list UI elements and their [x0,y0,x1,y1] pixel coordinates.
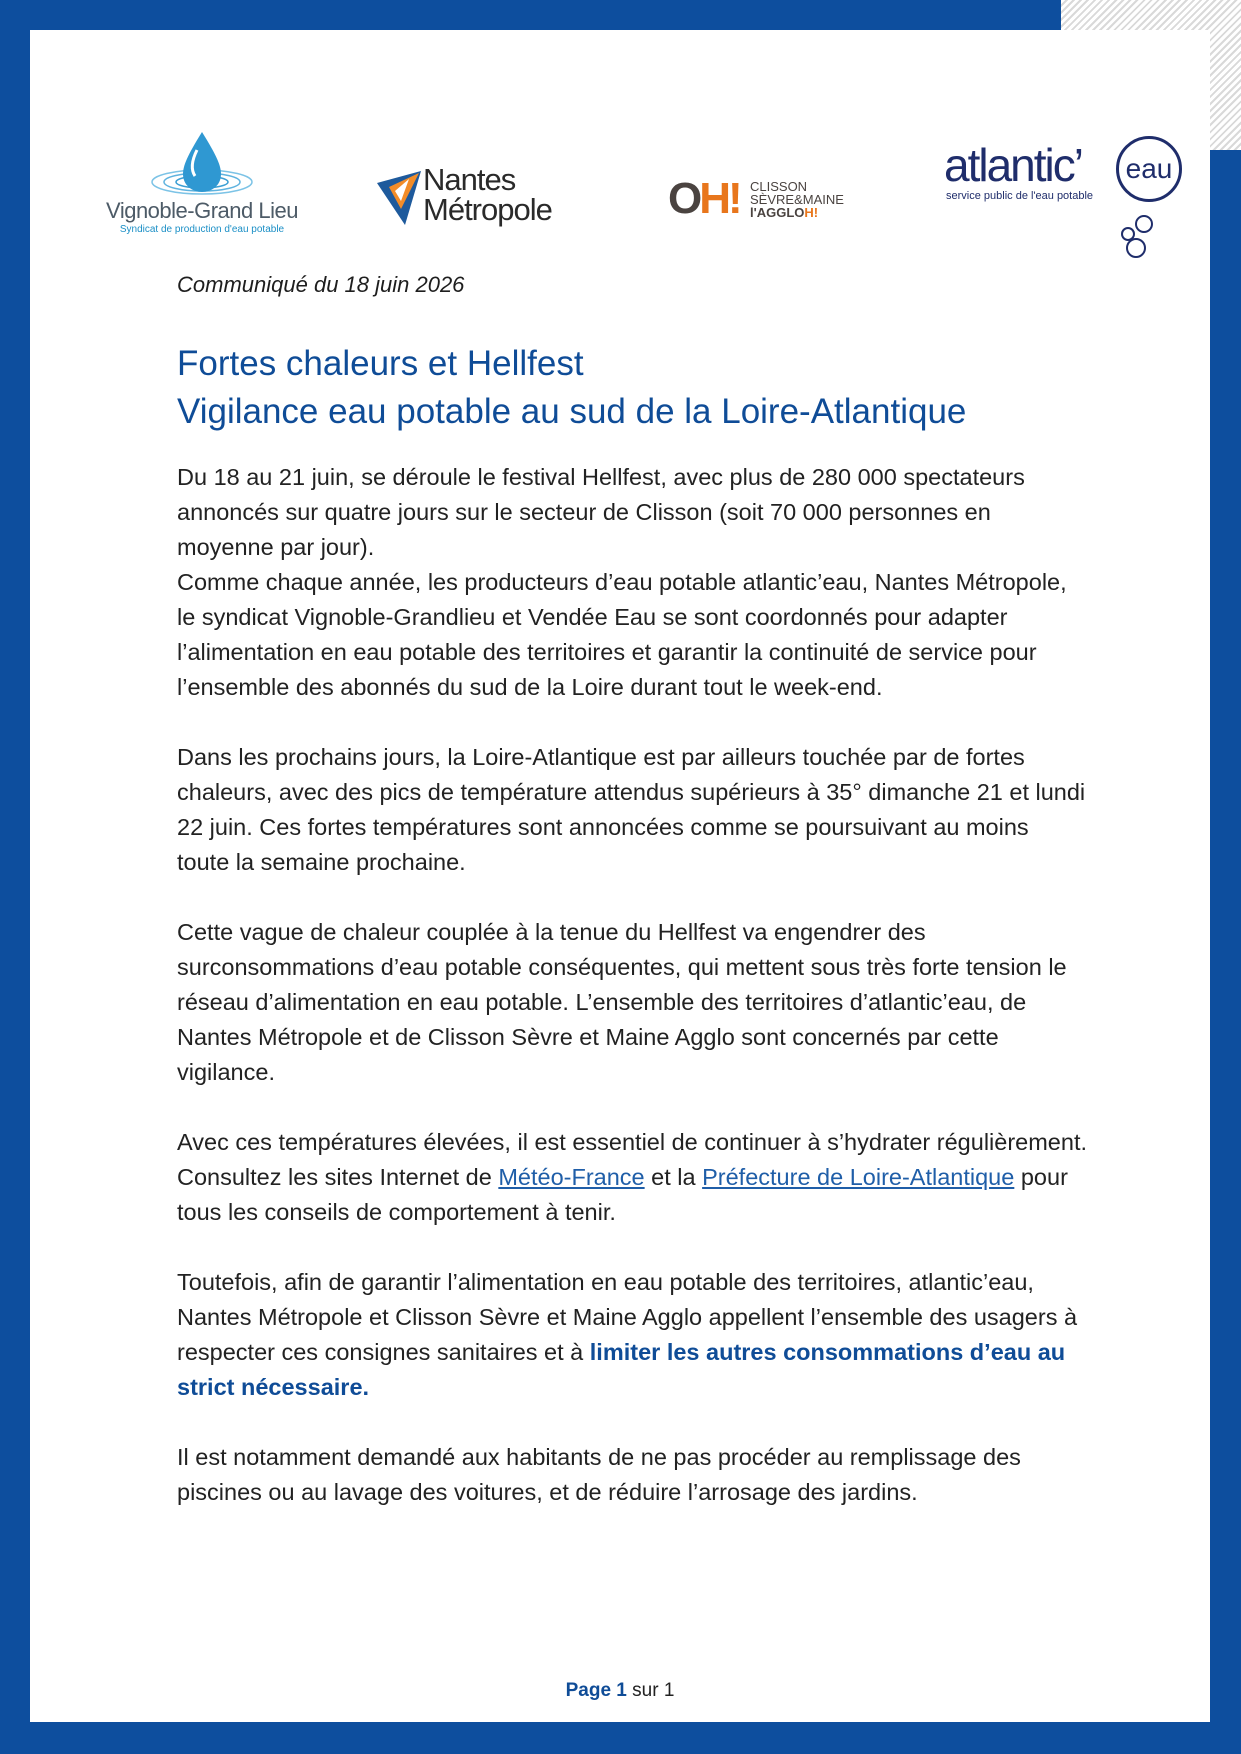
clisson-logo-mark [668,174,740,223]
document-page [30,30,1210,1722]
paragraph-hydration [177,1125,1087,1230]
partner-logos [30,100,1210,270]
vignoble-logo-subtitle: Syndicat de production d'eau potable [119,224,285,235]
page-total: sur 1 [632,1680,675,1701]
release-title [177,340,1087,436]
hydration-text-b: et la [644,1164,703,1190]
paragraph-heatwave: Dans les prochains jours, la Loire-Atlantique est par ailleurs touchée par de fortes chaleurs, avec des pics de température attendus supérieurs à 35° dimanche 21 et lundi 22 juin. Ces fortes températures sont annoncées comme se poursuivant au moins toute la semaine prochaine. [177,744,1086,875]
paragraph-restrictions [177,1265,1087,1405]
restrictions-emphasis: limiter les autres consommations d’eau au strict nécessaire. [177,1339,1066,1400]
paragraph-hellfest-intro: Du 18 au 21 juin, se déroule le festival Hellfest, avec plus de 280 000 spectateurs annoncés sur quatre jours sur le secteur de Clisson (soit 70 000 personnes en moyenne par jour). [177,464,1025,560]
nantes-logo-line2: Métropole [423,192,552,227]
atlantic-eau-logo [938,130,1178,260]
nantes-metropole-logo [375,162,585,245]
release-date: Communiqué du 18 juin 2026 [177,272,465,297]
hydration-text-a: Avec ces températures élevées, il est essentiel de continuer à s’hydrater régulièrement. Consultez les sites Internet de [177,1129,1088,1190]
atlantic-logo-eau: eau [1116,136,1182,202]
page-number: Page 1 [565,1680,627,1701]
nantes-logo-line1: Nantes [423,162,516,197]
clisson-logo-line2: SÈVRE&MAINE [750,192,844,207]
vignoble-logo-name: Vignoble-Grand Lieu [106,198,298,223]
atlantic-logo-word: atlantic’ [944,139,1082,191]
paragraph-hellfest-coordination: Comme chaque année, les producteurs d’eau potable atlantic’eau, Nantes Métropole, le syndicat Vignoble-Grandlieu et Vendée Eau se sont coordonnés pour adapter l’alimentation en eau potable des territoires et garantir la continuité de service pour l’ensemble des abonnés du sud de la Loire durant tout le week-end. [177,569,1067,700]
nantes-star-icon [375,169,423,229]
clisson-logo-line1: CLISSON [750,179,808,194]
meteo-france-link[interactable]: Météo-France [498,1164,645,1190]
clisson-mark-o: O [668,174,700,223]
prefecture-link[interactable]: Préfecture de Loire-Atlantique [702,1164,1015,1190]
clisson-logo-agglo-hi: H! [804,205,819,220]
bubbles-icon [1114,210,1174,260]
paragraph-requests: Il est notamment demandé aux habitants de ne pas procéder au remplissage des piscines ou au lavage des voitures, et de réduire l’arrosage des jardins. [177,1444,1021,1505]
clisson-logo-agglo: l'AGGLO [750,205,805,220]
title-line-1: Fortes chaleurs et Hellfest [177,344,584,383]
atlantic-logo-subtitle: service public de l'eau potable [946,190,1094,202]
press-release-content [177,272,1087,1545]
vignoble-grand-lieu-logo [102,130,302,240]
paragraph-overconsumption: Cette vague de chaleur couplée à la tenue du Hellfest va engendrer des surconsommations d’eau potable conséquentes, qui mettent sous très forte tension le réseau d’alimentation en eau potable. L’ensemble des territoires d’atlantic’eau, de Nantes Métropole et de Clisson Sèvre et Maine Agglo sont concernés par cette vigilance. [177,919,1067,1085]
hydration-text-c: pour tous les conseils de comportement à tenir. [177,1164,1068,1225]
clisson-agglo-logo [668,174,868,227]
restrictions-text: Toutefois, afin de garantir l’alimentation en eau potable des territoires, atlantic’eau, Nantes Métropole et Clisson Sèvre et Maine Agglo appellent l’ensemble des usagers à respecter ces consignes sanitaires et à [177,1269,1078,1365]
clisson-mark-h: H! [699,174,740,223]
paragraph-hellfest [177,460,1087,705]
water-drop-icon [147,130,257,200]
title-line-2: Vigilance eau potable au sud de la Loire-Atlantique [177,392,967,431]
page-footer [30,1680,1210,1702]
